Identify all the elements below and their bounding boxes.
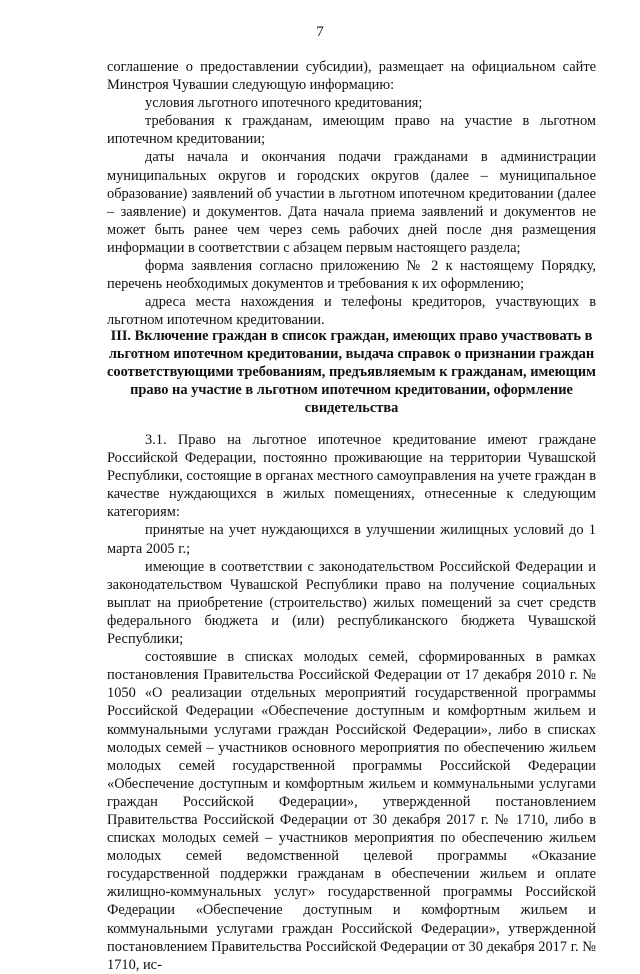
paragraph: соглашение о предоставлении субсидии), размещает на официальном сайте Минстроя Чувашии следующую информацию: [107, 59, 596, 94]
paragraph: 3.1. Право на льготное ипотечное кредитование имеют граждане Российской Федерации, постоянно проживающие на территории Чувашской Республики, состоящие в органах местного самоуправления на учете граждан в качестве нуждающихся в жилых помещениях, отнесенные к следующим категориям: [107, 432, 596, 521]
paragraph: даты начала и окончания подачи гражданами в администрации муниципальных округов и городских округов (далее – муниципальное образование) заявлений об участии в льготном ипотечном кредитовании (далее – заявление) и документов. Дата начала приема заявлений и документов не может быть ранее чем через семь рабочих дней после дня размещения информации в соответствии с абзацем первым настоящего раздела; [107, 149, 596, 256]
page-number: 7 [316, 24, 324, 40]
section-heading: III. Включение граждан в список граждан, имеющих право участвовать в льготном ипотечном кредитовании, выдача справок о признании граждан соответствующими требованиям, предъявляемым к гражданам, имеющим право на участие в льготном ипотечном кредитовании, оформление свидетельства [107, 328, 596, 417]
paragraph: условия льготного ипотечного кредитования; [145, 95, 423, 112]
intro-text [107, 58, 596, 329]
paragraph: адреса места нахождения и телефоны кредиторов, участвующих в льготном ипотечном кредитовании. [107, 294, 596, 329]
paragraph: принятые на учет нуждающихся в улучшении жилищных условий до 1 марта 2005 г.; [107, 522, 596, 557]
paragraph: состоявшие в списках молодых семей, сформированных в рамках постановления Правительства Российской Федерации от 17 декабря 2010 г. № 1050 «О реализации отдельных мероприятий государственной программы Российской Федерации «Обеспечение доступным и комфортным жильем и коммунальными услугами граждан Российской Федерации», либо в списках молодых семей – участников основного мероприятия по обеспечению жильем молодых семей государственной программы Российской Федерации «Обеспечение доступным и комфортным жильем и коммунальными услугами граждан Российской Федерации», утвержденной постановлением Правительства Российской Федерации от 30 декабря 2017 г. № 1710, либо в списках молодых семей – участников мероприятия по обеспечению жильем молодых семей ведомственной целевой программы «Оказание государственной поддержки гражданам в обеспечении жильем и оплате жилищно-коммунальных услуг» государственной программы Российской Федерации «Обеспечение доступным и комфортным жильем и коммунальными услугами граждан Российской Федерации», утвержденной постановлением Правительства Российской Федерации от 30 декабря 2017 г. № 1710, ис- [107, 649, 596, 973]
paragraph: форма заявления согласно приложению № 2 к настоящему Порядку, перечень необходимых документов и требования к их оформлению; [107, 258, 596, 293]
paragraph: имеющие в соответствии с законодательством Российской Федерации и законодательством Чувашской Республики право на получение социальных выплат на приобретение (строительство) жилых помещений за счет средств федерального бюджета и (или) республиканского бюджета Чувашской Республики; [107, 558, 596, 648]
paragraph: требования к гражданам, имеющим право на участие в льготном ипотечном кредитовании; [107, 113, 596, 148]
section-body-text [107, 431, 596, 974]
